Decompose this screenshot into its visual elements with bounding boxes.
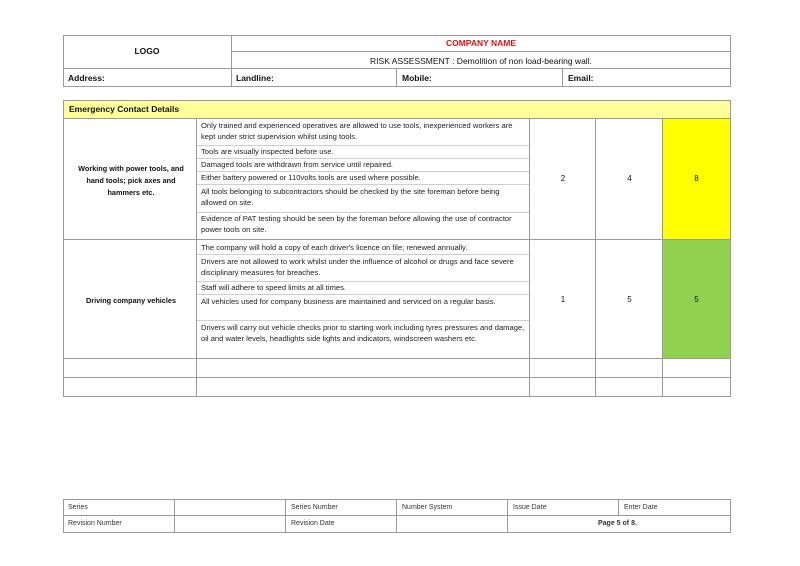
control-2-1: The company will hold a copy of each driver's licence on file; renewed annually. xyxy=(201,243,468,252)
footer-series-number: Series Number xyxy=(291,504,338,511)
footer-number-system: Number System xyxy=(402,504,453,511)
logo-text: LOGO xyxy=(134,46,160,56)
email-label: Email: xyxy=(568,73,594,83)
control-1-6: Evidence of PAT testing should be seen by the foreman before allowing the use of contractor power tools on site. xyxy=(201,214,512,234)
mobile-label: Mobile: xyxy=(402,73,432,83)
control-1-5: All tools belonging to subcontractors should be checked by the site foreman before being allowed on site. xyxy=(201,187,500,207)
footer-revision-date: Revision Date xyxy=(291,520,335,527)
likelihood-row-1: 2 xyxy=(560,174,566,183)
footer-revision-number: Revision Number xyxy=(68,520,122,527)
landline-label: Landline: xyxy=(236,73,274,83)
control-2-4: All vehicles used for company business are maintained and serviced on a regular basis. xyxy=(201,297,496,306)
section-title: Emergency Contact Details xyxy=(69,104,180,114)
page-title: RISK ASSESSMENT : Demolition of non load-bearing wall. xyxy=(370,56,592,66)
control-1-3: Damaged tools are withdrawn from service until repaired. xyxy=(201,160,394,169)
footer-series: Series xyxy=(68,504,88,511)
risk-rating-row-1: 8 xyxy=(694,174,699,183)
footer-page-number: Page 5 of 8. xyxy=(598,520,637,527)
control-2-2: Drivers are not allowed to work whilst under the influence of alcohol or drugs and face severe disciplinary measures for breaches. xyxy=(201,257,514,277)
company-name: COMPANY NAME xyxy=(445,38,517,48)
severity-row-2: 5 xyxy=(627,295,632,304)
footer-enter-date: Enter Date xyxy=(624,504,658,511)
footer-issue-date: Issue Date xyxy=(513,504,547,511)
control-1-2: Tools are visually inspected before use. xyxy=(201,147,334,156)
activity-row-1: Working with power tools, and hand tools; pick axes and hammers etc. xyxy=(78,164,184,197)
activity-row-2: Driving company vehicles xyxy=(85,296,177,305)
control-1-1: Only trained and experienced operatives are allowed to use tools, inexperienced workers are kept under strict supervision whilst using tools. xyxy=(201,121,513,141)
control-1-4: Either battery powered or 110volts tools are used where possible. xyxy=(201,173,421,182)
section-header xyxy=(63,100,731,119)
likelihood-row-2: 1 xyxy=(560,295,566,304)
severity-row-1: 4 xyxy=(627,174,632,183)
control-2-5: Drivers will carry out vehicle checks prior to starting work including tyres pressures and damage, oil and water levels, headlights side lights and indicators, windscreen washers etc. xyxy=(201,323,525,343)
address-label: Address: xyxy=(68,73,105,83)
risk-rating-row-2: 5 xyxy=(694,295,699,304)
control-2-3: Staff will adhere to speed limits at all times. xyxy=(201,283,347,292)
